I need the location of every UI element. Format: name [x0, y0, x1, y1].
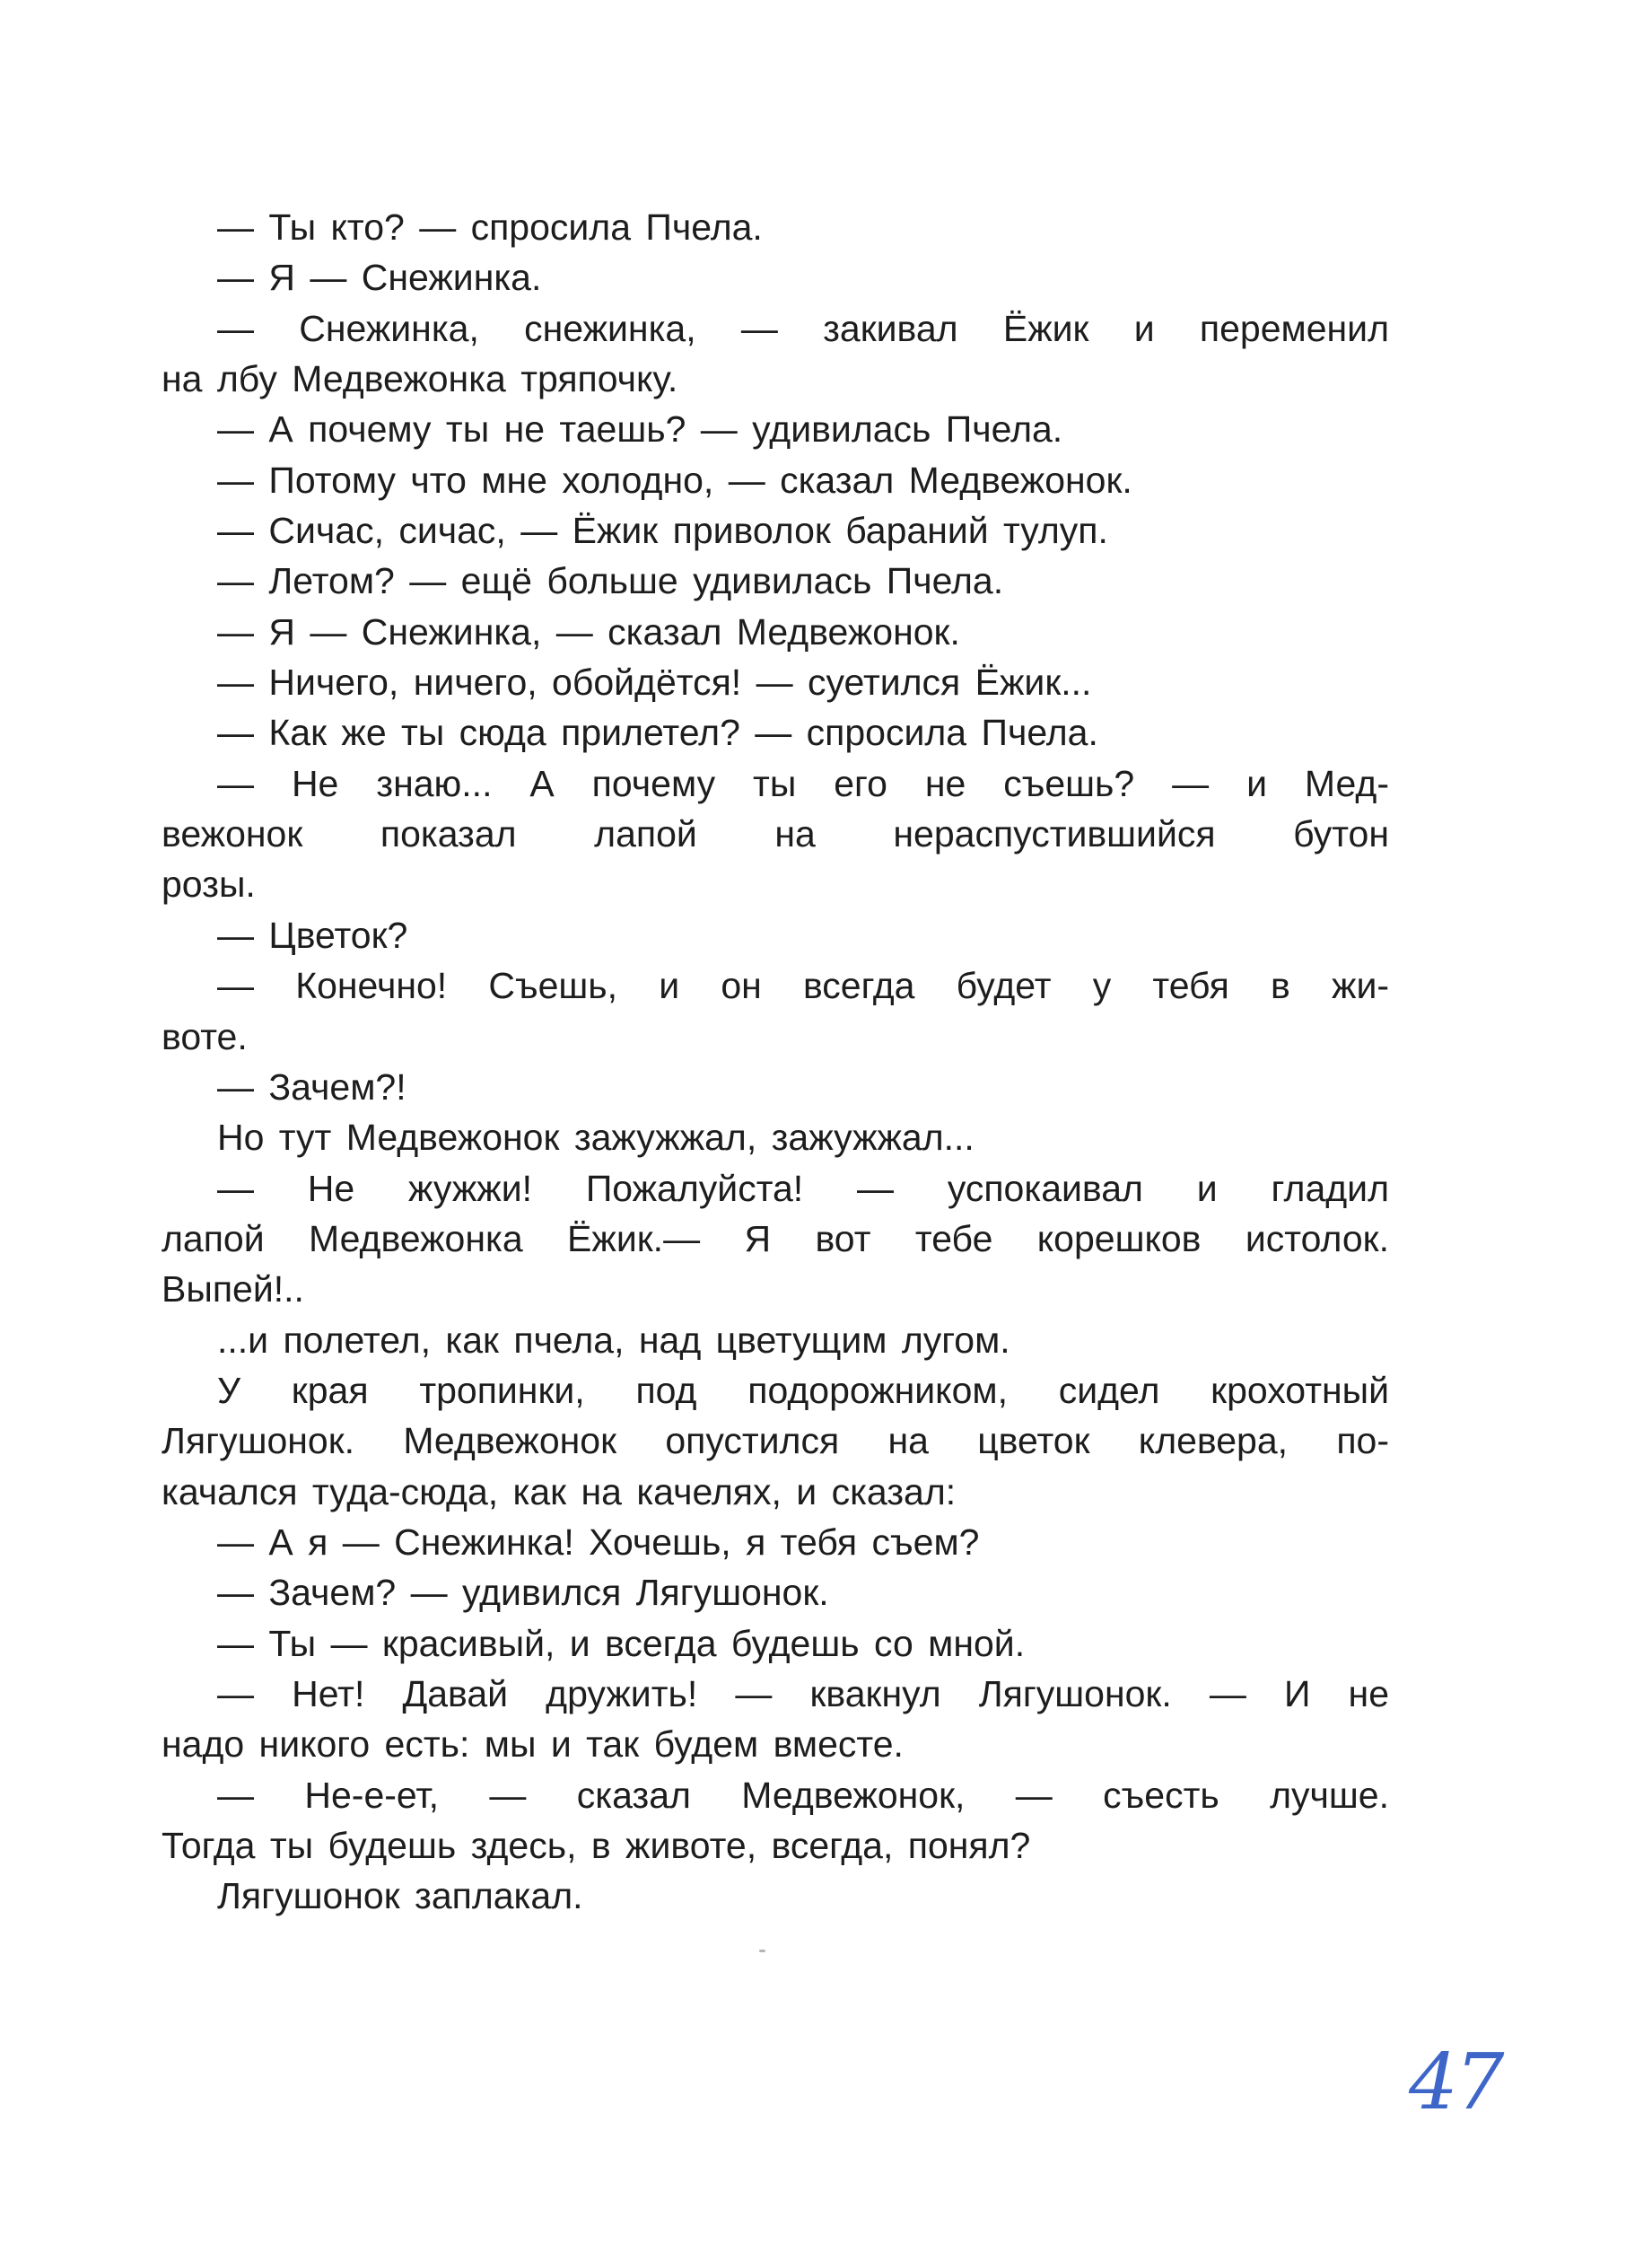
text-line: воте.	[162, 1015, 248, 1057]
text-line: качался туда-сюда, как на качелях, и сказал:	[162, 1470, 957, 1512]
story-text	[162, 202, 1389, 1922]
text-line: — Не знаю... А почему ты его не съешь? — и Мед-	[217, 762, 1389, 804]
text-line: — Зачем?!	[217, 1065, 406, 1108]
scan-speck	[759, 1950, 765, 1952]
text-line: — А почему ты не таешь? — удивилась Пчела.	[217, 408, 1063, 451]
text-line: Тогда ты будешь здесь, в животе, всегда, понял?	[162, 1825, 1031, 1866]
text-line: Лягушонок. Медвежонок опустился на цветок клевера, по-	[162, 1420, 1389, 1462]
text-line: — Потому что мне холодно, — сказал Медвежонок.	[217, 459, 1132, 501]
text-line: — Цветок?	[217, 914, 408, 956]
text-line: — Не-е-ет, — сказал Медвежонок, — съесть лучше.	[217, 1774, 1389, 1816]
text-line: — Нет! Давай дружить! — квакнул Лягушонок. — И не	[217, 1672, 1389, 1714]
text-line: розы.	[162, 863, 256, 906]
text-line: Но тут Медвежонок зажужжал, зажужжал...	[217, 1117, 975, 1159]
text-line: ...и полетел, как пчела, над цветущим лугом.	[217, 1319, 1010, 1361]
text-line: — Сичас, сичас, — Ёжик приволок бараний тулуп.	[217, 510, 1108, 552]
text-line: У края тропинки, под подорожником, сидел крохотный	[217, 1369, 1389, 1411]
text-line: — Конечно! Съешь, и он всегда будет у тебя в жи-	[217, 965, 1389, 1007]
text-line: — Не жужжи! Пожалуйста! — успокаивал и гладил	[217, 1167, 1389, 1209]
page-number: 47	[1409, 2038, 1502, 2127]
text-line: надо никого есть: мы и так будем вместе.	[162, 1723, 904, 1766]
text-line: — Ты — красивый, и всегда будешь со мной.	[217, 1622, 1026, 1664]
text-line: — Как же ты сюда прилетел? — спросила Пчела.	[217, 712, 1098, 754]
text-line: — А я — Снежинка! Хочешь, я тебя съем?	[217, 1521, 980, 1563]
text-line: — Ты кто? — спросила Пчела.	[217, 206, 763, 248]
text-line: — Зачем? — удивился Лягушонок.	[217, 1572, 829, 1614]
text-line: Выпей!..	[162, 1268, 304, 1310]
text-line: вежонок показал лапой на нераспустившийся бутон	[162, 813, 1389, 855]
text-line: лапой Медвежонка Ёжик.— Я вот тебе корешков истолок.	[162, 1217, 1389, 1259]
text-line: — Снежинка, снежинка, — закивал Ёжик и переменил	[217, 307, 1389, 349]
text-line: на лбу Медвежонка тряпочку.	[162, 358, 678, 400]
text-line: — Я — Снежинка.	[217, 257, 542, 299]
text-line: — Ничего, ничего, обойдётся! — суетился Ёжик...	[217, 662, 1092, 704]
text-line: Лягушонок заплакал.	[217, 1875, 583, 1917]
text-line: — Летом? — ещё больше удивилась Пчела.	[217, 560, 1004, 602]
text-line: — Я — Снежинка, — сказал Медвежонок.	[217, 610, 960, 653]
